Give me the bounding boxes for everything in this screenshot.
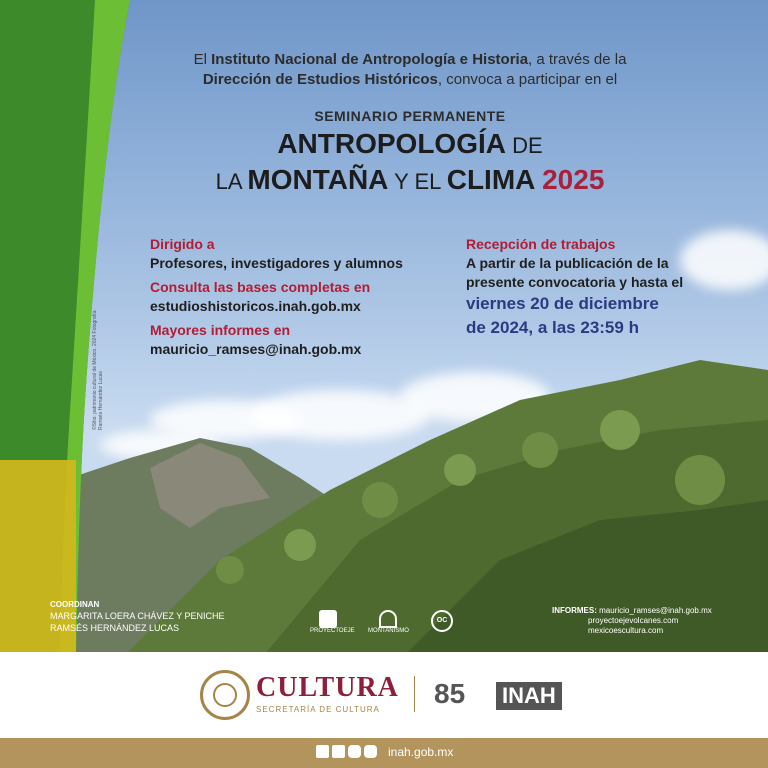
proyectoeje-logo: PROYECTOEJE xyxy=(310,610,346,636)
bottom-bar xyxy=(0,738,768,768)
youtube-icon[interactable] xyxy=(364,745,377,758)
dirigido-value: Profesores, investigadores y alumnos xyxy=(150,255,403,271)
intro-text: El Instituto Nacional de Antropología e Historia, a través de la Dirección de Estudios Históricos, convoca a participar en el xyxy=(193,51,627,88)
title-line-1: ANTROPOLOGÍA DE xyxy=(277,128,543,159)
seminar-label: SEMINARIO PERMANENTE xyxy=(314,108,506,124)
recepcion-label: Recepción de trabajos xyxy=(466,236,616,252)
coordinator-2: RAMSÉS HERNÁNDEZ LUCAS xyxy=(50,623,180,633)
montanismo-logo: MONTAÑISMO xyxy=(368,610,408,636)
photo-credit: ©Sitio: patrimonio cultural de México. 2024 Fotografía: Ramsés Hernández Lucas xyxy=(92,309,104,430)
cultura-logo: CULTURA xyxy=(256,672,399,703)
website-link[interactable]: inah.gob.mx xyxy=(388,745,454,759)
informes-label: Mayores informes en xyxy=(150,322,291,338)
right-info xyxy=(466,235,683,340)
informes-footer: INFORMES: mauricio_ramses@inah.gob.mx xyxy=(552,606,712,615)
recepcion-line-2: presente convocatoria y hasta el xyxy=(466,274,684,290)
dirigido-label: Dirigido a xyxy=(150,236,215,252)
inah-85-logo: 85 xyxy=(434,678,466,709)
consulta-link[interactable]: estudioshistoricos.inah.gob.mx xyxy=(150,298,361,314)
instagram-icon[interactable] xyxy=(348,745,361,758)
informes-site-1[interactable]: proyectoejevolcanes.com xyxy=(588,616,679,625)
informes-email[interactable]: mauricio_ramses@inah.gob.mx xyxy=(150,341,362,357)
coordinan-label: COORDINAN xyxy=(50,600,100,609)
twitter-icon[interactable] xyxy=(332,745,345,758)
consulta-label: Consulta las bases completas en xyxy=(150,279,371,295)
mexico-seal-icon xyxy=(200,670,250,720)
deadline-line-1: viernes 20 de diciembre xyxy=(466,294,659,313)
oc-logo: OC xyxy=(428,610,456,636)
deadline-line-2: de 2024, a las 23:59 h xyxy=(466,318,639,337)
recepcion-line-1: A partir de la publicación de la xyxy=(466,255,669,271)
title-line-2: LA MONTAÑA Y EL CLIMA 2025 xyxy=(215,164,605,195)
coordinator-1: MARGARITA LOERA CHÁVEZ Y PENICHE xyxy=(50,611,225,621)
left-info xyxy=(150,235,403,359)
facebook-icon[interactable] xyxy=(316,745,329,758)
inah-logo: INAH xyxy=(496,682,562,710)
informes-site-2[interactable]: mexicoescultura.com xyxy=(588,626,664,635)
secretaria-label: SECRETARÍA DE CULTURA xyxy=(256,705,380,714)
green-side-band xyxy=(0,0,140,652)
footer-divider xyxy=(414,676,415,712)
